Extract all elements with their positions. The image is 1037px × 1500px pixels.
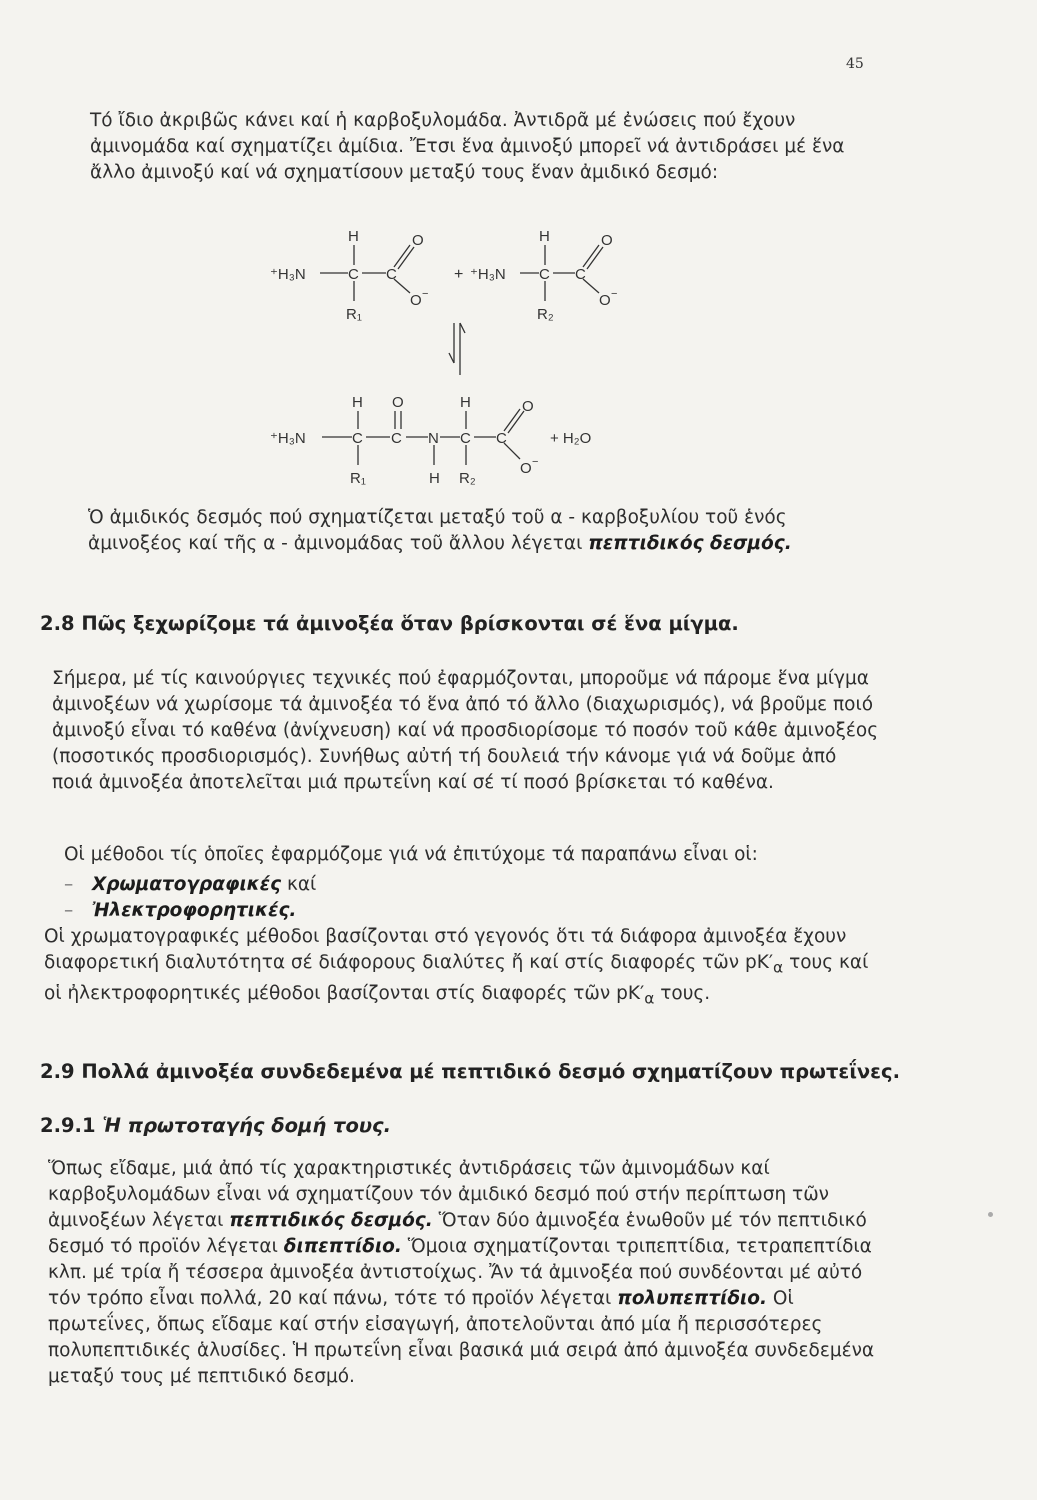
polypeptide-term: πολυπεπτίδιο. [617,1288,767,1309]
r1-o: O [412,232,424,249]
r2-minus: − [611,288,618,300]
pka-subscript: α [644,989,655,1008]
peptide-bond-term-2: πεπτιδικός δεσμός. [229,1210,433,1231]
r1-minus: − [422,288,429,300]
r2-carboxyl-c: C [575,266,586,283]
r1-alpha-c: C [348,266,359,283]
list-dash: – [64,900,74,921]
pka-symbol-2 [616,982,655,1008]
p291-text-1: Ὅπως εἴδαμε, μιά ἀπό τίς χαρακτηριστικές ἀντιδράσεις τῶν ἀμινομάδων καί καρβοξυλομάδων εἶναι νά σχηματίζουν τόν ἀμιδικό δεσμό πού στήν περίπτωση τῶν ἀμινοξέων λέγεται [48,1158,830,1231]
dipeptide-term: διπεπτίδιο. [283,1236,402,1257]
section-2-9-heading: 2.9 Πολλά ἀμινοξέα συνδεδεμένα μέ πεπτιδικό δεσμό σχηματίζουν πρωτεΐνες. [40,1060,900,1083]
list-item-1-rest: καί [281,874,317,895]
method-list-item-2 [64,898,296,924]
r1-h: H [348,228,359,245]
pka-symbol-1 [744,952,784,977]
electrophoretic-term: Ἠλεκτροφορητικές. [92,900,297,921]
p-h2: H [460,394,471,411]
p-r1: R₁ [350,470,366,487]
pka-label: pK′ [744,952,774,973]
section-2-8-paragraph-2: Οἱ μέθοδοι τίς ὁποῖες ἐφαρμόζομε γιά νά ἐπιτύχομε τά παραπάνω εἶναι οἱ: [64,844,758,865]
section-2-8-heading: 2.8 Πῶς ξεχωρίζομε τά ἀμινοξέα ὅταν βρίσκονται σέ ἕνα μίγμα. [40,612,739,635]
subsection-2-9-1-heading [40,1114,391,1137]
p-o-minus: O [520,460,532,477]
p-r2: R₂ [459,470,476,487]
p-h3: H [429,470,440,487]
peptide-bond-term: πεπτιδικός δεσμός. [588,533,792,554]
section-2-9-paragraph [48,1156,880,1390]
chromatographic-term: Χρωματογραφικές [92,874,282,895]
section-2-8-paragraph-3 [44,924,880,1011]
section-2-8-paragraph-1: Σήμερα, μέ τίς καινούργιες τεχνικές πού ἐφαρμόζονται, μποροῦμε νά πάρομε ἕνα μίγμα ἀμινοξέων νά χωρίσομε τά ἀμινοξέα τό ἕνα ἀπό τό ἄλλο (διαχωρισμός), νά βροῦμε ποιό ἀμινοξύ εἶναι τό καθένα (ἀνίχνευση) καί νά προσδιορίσομε τό ποσόν τοῦ κάθε ἀμινοξέος (ποσοτικός προσδιορισμός). Συνήθως αὐτή τή δουλειά τήν κάνομε γιά νά δοῦμε ἀπό ποιά ἀμινοξέα ἀποτελεῖται μιά πρωτεΐνη καί σέ τί ποσό βρίσκεται τό καθένα. [52,668,879,793]
page-number: 45 [846,56,864,72]
r1-carboxyl-c: C [386,266,397,283]
r2-amino: ⁺H₃N [470,266,506,283]
list-dash: – [64,874,74,895]
pka-subscript: α [773,958,784,977]
p291-text-3: Ὅμοια σχηματίζονται τριπεπτίδια, τετραπεπτίδια κλπ. μέ τρία ἤ τέσσερα ἀμινοξέα ἀντιστοίχως. Ἄν τά ἀμινοξέα πού συνδέονται μέ αὐτό τόν τρόπο εἶναι πολλά, 20 καί πάνω, τότε τό προϊόν λέγεται [48,1236,872,1309]
r2-alpha-c: C [539,266,550,283]
r2-r2: R₂ [537,306,554,323]
p-minus: − [532,456,539,468]
p-o2: O [522,398,534,415]
para3-text-a: Οἱ χρωματογραφικές μέθοδοι βασίζονται στό γεγονός ὅτι τά διάφορα ἀμινοξέα ἔχουν διαφορετική διαλυτότητα σέ διάφορους διαλύτες ἤ καί στίς διαφορές τῶν [44,926,847,973]
p-o1: O [392,394,404,411]
p-n: N [428,430,439,447]
peptide-definition [88,505,878,557]
subsection-number: 2.9.1 [40,1114,96,1137]
subsection-title: Ἡ πρωτοταγής δομή τους. [102,1114,391,1137]
p-c4: C [496,430,507,447]
p-c3: C [460,430,471,447]
p-h1: H [352,394,363,411]
r2-h: H [539,228,550,245]
para3-text-c: τους. [660,982,711,1004]
reaction-plus: + [454,266,464,283]
p291-text-2: Ὅταν δύο ἀμινοξέα ἑνωθοῦν μέ τόν πεπτιδικό δεσμό τό προϊόν λέγεται [48,1210,867,1257]
p291-text-4: Οἱ πρωτεΐνες, ὅπως εἴδαμε καί στήν εἰσαγωγή, ἀποτελοῦνται ἀπό μία ἤ περισσότερες πολυπεπτιδικές ἁλυσίδες. Ἡ πρωτεΐνη εἶναι βασικά μιά σειρά ἀπό ἀμινοξέα συνδεδεμένα μεταξύ τους μέ πεπτιδικό δεσμό. [48,1288,875,1387]
intro-paragraph: Τό ἴδιο ἀκριβῶς κάνει καί ἡ καρβοξυλομάδα. Ἀντιδρᾶ μέ ἐνώσεις πού ἔχουν ἀμινομάδα καί σχηματίζει ἀμίδια. Ἔτσι ἕνα ἀμινοξύ μπορεῖ νά ἀντιδράσει μέ ἕνα ἄλλο ἀμινοξύ καί νά σχηματίσουν μεταξύ τους ἕναν ἀμιδικό δεσμό: [90,110,845,183]
p-water: + H₂O [550,430,592,447]
r2-o: O [601,232,613,249]
para3-text-b: τους καί οἱ ἠλεκτροφορητικές μέθοδοι βασίζονται στίς διαφορές τῶν [44,952,869,1004]
method-list-item-1 [64,872,316,898]
scan-speck [988,1212,993,1217]
peptide-definition-text: Ὁ ἀμιδικός δεσμός πού σχηματίζεται μεταξύ τοῦ α - καρβοξυλίου τοῦ ἑνός ἀμινοξέος καί τῆς α - ἀμινομάδας τοῦ ἄλλου λέγεται [88,507,787,554]
r1-amino: ⁺H₃N [270,266,306,283]
peptide-bond-reaction-diagram [270,215,630,495]
r1-o-minus: O [410,292,422,309]
r2-o-minus: O [599,292,611,309]
r1-r1: R₁ [346,306,362,323]
pka-label: pK′ [616,982,645,1004]
p-c2: C [391,430,402,447]
p-amino: ⁺H₃N [270,430,306,447]
p-c1: C [352,430,363,447]
